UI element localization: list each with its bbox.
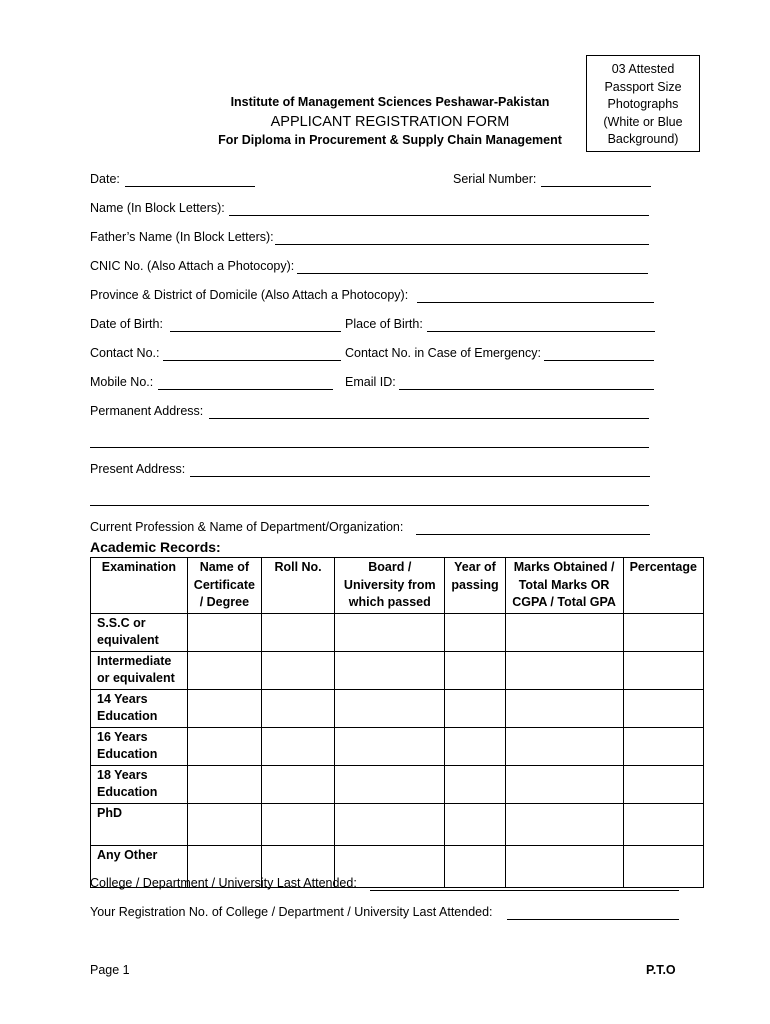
table-cell[interactable] — [623, 845, 703, 887]
photo-box-line: 03 Attested — [611, 62, 675, 76]
present-address-line-2[interactable] — [90, 505, 649, 506]
dob-label: Date of Birth: — [90, 317, 163, 331]
table-cell[interactable] — [187, 689, 261, 727]
table-cell[interactable] — [623, 727, 703, 765]
academic-records-title: Academic Records: — [90, 539, 221, 555]
table-cell[interactable] — [335, 765, 445, 803]
domicile-label: Province & District of Domicile (Also Attach a Photocopy): — [90, 288, 409, 302]
cnic-line[interactable] — [297, 273, 648, 274]
table-row — [91, 689, 704, 727]
table-row — [91, 765, 704, 803]
contact-label: Contact No.: — [90, 346, 160, 360]
registration-no-label: Your Registration No. of College / Department / University Last Attended: — [90, 905, 493, 919]
photo-box-line: Passport Size — [604, 79, 682, 94]
table-cell[interactable] — [187, 803, 261, 845]
date-line[interactable] — [125, 186, 255, 187]
table-cell[interactable] — [505, 689, 623, 727]
name-label: Name (In Block Letters): — [90, 201, 225, 215]
place-of-birth-line[interactable] — [427, 331, 655, 332]
table-cell[interactable] — [187, 651, 261, 689]
table-row — [91, 651, 704, 689]
table-cell[interactable] — [445, 845, 505, 887]
serial-number-line[interactable] — [541, 186, 651, 187]
photo-box-line: Background) — [607, 132, 679, 146]
table-cell[interactable] — [623, 765, 703, 803]
mobile-line[interactable] — [158, 389, 333, 390]
header-board: Board / University from which passed — [335, 558, 445, 614]
table-cell[interactable] — [623, 613, 703, 651]
pto-label: P.T.O — [646, 963, 676, 977]
table-row — [91, 803, 704, 845]
table-cell[interactable] — [261, 803, 334, 845]
present-address-label: Present Address: — [90, 462, 186, 476]
table-cell[interactable] — [445, 727, 505, 765]
table-cell[interactable] — [445, 803, 505, 845]
registration-no-line[interactable] — [507, 919, 679, 920]
table-cell[interactable] — [445, 613, 505, 651]
table-cell[interactable] — [335, 651, 445, 689]
table-row — [91, 727, 704, 765]
table-cell[interactable] — [505, 727, 623, 765]
table-cell[interactable] — [335, 689, 445, 727]
table-cell[interactable] — [335, 727, 445, 765]
name-line[interactable] — [229, 215, 649, 216]
table-cell[interactable] — [505, 765, 623, 803]
header-examination: Examination — [91, 558, 188, 614]
table-cell[interactable] — [623, 803, 703, 845]
place-of-birth-label: Place of Birth: — [345, 317, 423, 331]
table-row — [91, 613, 704, 651]
header-marks: Marks Obtained / Total Marks OR CGPA / Total GPA — [505, 558, 623, 614]
table-cell[interactable] — [445, 651, 505, 689]
table-cell[interactable] — [187, 765, 261, 803]
permanent-address-label: Permanent Address: — [90, 404, 204, 418]
table-cell[interactable] — [445, 765, 505, 803]
table-cell[interactable] — [335, 803, 445, 845]
institute-name: Institute of Management Sciences Peshawar-Pakistan — [230, 95, 550, 109]
row-label: Any Other — [91, 845, 188, 887]
row-label: Intermediate or equivalent — [91, 651, 188, 689]
row-label: S.S.C or equivalent — [91, 613, 188, 651]
table-cell[interactable] — [335, 613, 445, 651]
father-name-line[interactable] — [275, 244, 649, 245]
page-number: Page 1 — [90, 963, 130, 977]
row-label: 14 Years Education — [91, 689, 188, 727]
row-label: PhD — [91, 803, 188, 845]
header-year: Year of passing — [445, 558, 505, 614]
table-cell[interactable] — [261, 689, 334, 727]
last-attended-line[interactable] — [370, 890, 679, 891]
form-subtitle: For Diploma in Procurement & Supply Chain Management — [218, 133, 562, 147]
table-cell[interactable] — [623, 689, 703, 727]
mobile-label: Mobile No.: — [90, 375, 154, 389]
form-title: APPLICANT REGISTRATION FORM — [270, 114, 510, 130]
table-cell[interactable] — [445, 689, 505, 727]
table-cell[interactable] — [261, 765, 334, 803]
table-cell[interactable] — [505, 613, 623, 651]
table-cell[interactable] — [505, 845, 623, 887]
present-address-line[interactable] — [190, 476, 650, 477]
dob-line[interactable] — [170, 331, 341, 332]
cnic-label: CNIC No. (Also Attach a Photocopy): — [90, 259, 295, 273]
serial-number-label: Serial Number: — [453, 172, 537, 186]
header-percentage: Percentage — [623, 558, 703, 614]
email-line[interactable] — [399, 389, 654, 390]
email-label: Email ID: — [345, 375, 396, 389]
last-attended-label: College / Department / University Last Attended: — [90, 876, 357, 890]
father-name-label: Father’s Name (In Block Letters): — [90, 230, 274, 244]
table-cell[interactable] — [261, 727, 334, 765]
table-cell[interactable] — [505, 651, 623, 689]
table-cell[interactable] — [187, 727, 261, 765]
header-roll-no: Roll No. — [261, 558, 334, 614]
photo-box-line: (White or Blue — [603, 114, 683, 129]
table-cell[interactable] — [623, 651, 703, 689]
table-cell[interactable] — [261, 651, 334, 689]
permanent-address-line[interactable] — [209, 418, 649, 419]
date-label: Date: — [90, 172, 120, 186]
table-header-row — [91, 558, 704, 614]
academic-records-table — [90, 557, 704, 888]
contact-line[interactable] — [163, 360, 341, 361]
emergency-contact-label: Contact No. in Case of Emergency: — [345, 346, 541, 360]
photo-box-line: Photographs — [607, 97, 679, 111]
permanent-address-line-2[interactable] — [90, 447, 649, 448]
table-cell[interactable] — [261, 613, 334, 651]
profession-line[interactable] — [416, 534, 650, 535]
row-label: 18 Years Education — [91, 765, 188, 803]
table-cell[interactable] — [187, 613, 261, 651]
profession-label: Current Profession & Name of Department/Organization: — [90, 520, 404, 534]
header-certificate: Name of Certificate / Degree — [187, 558, 261, 614]
table-cell[interactable] — [505, 803, 623, 845]
row-label: 16 Years Education — [91, 727, 188, 765]
domicile-line[interactable] — [417, 302, 654, 303]
emergency-contact-line[interactable] — [544, 360, 654, 361]
